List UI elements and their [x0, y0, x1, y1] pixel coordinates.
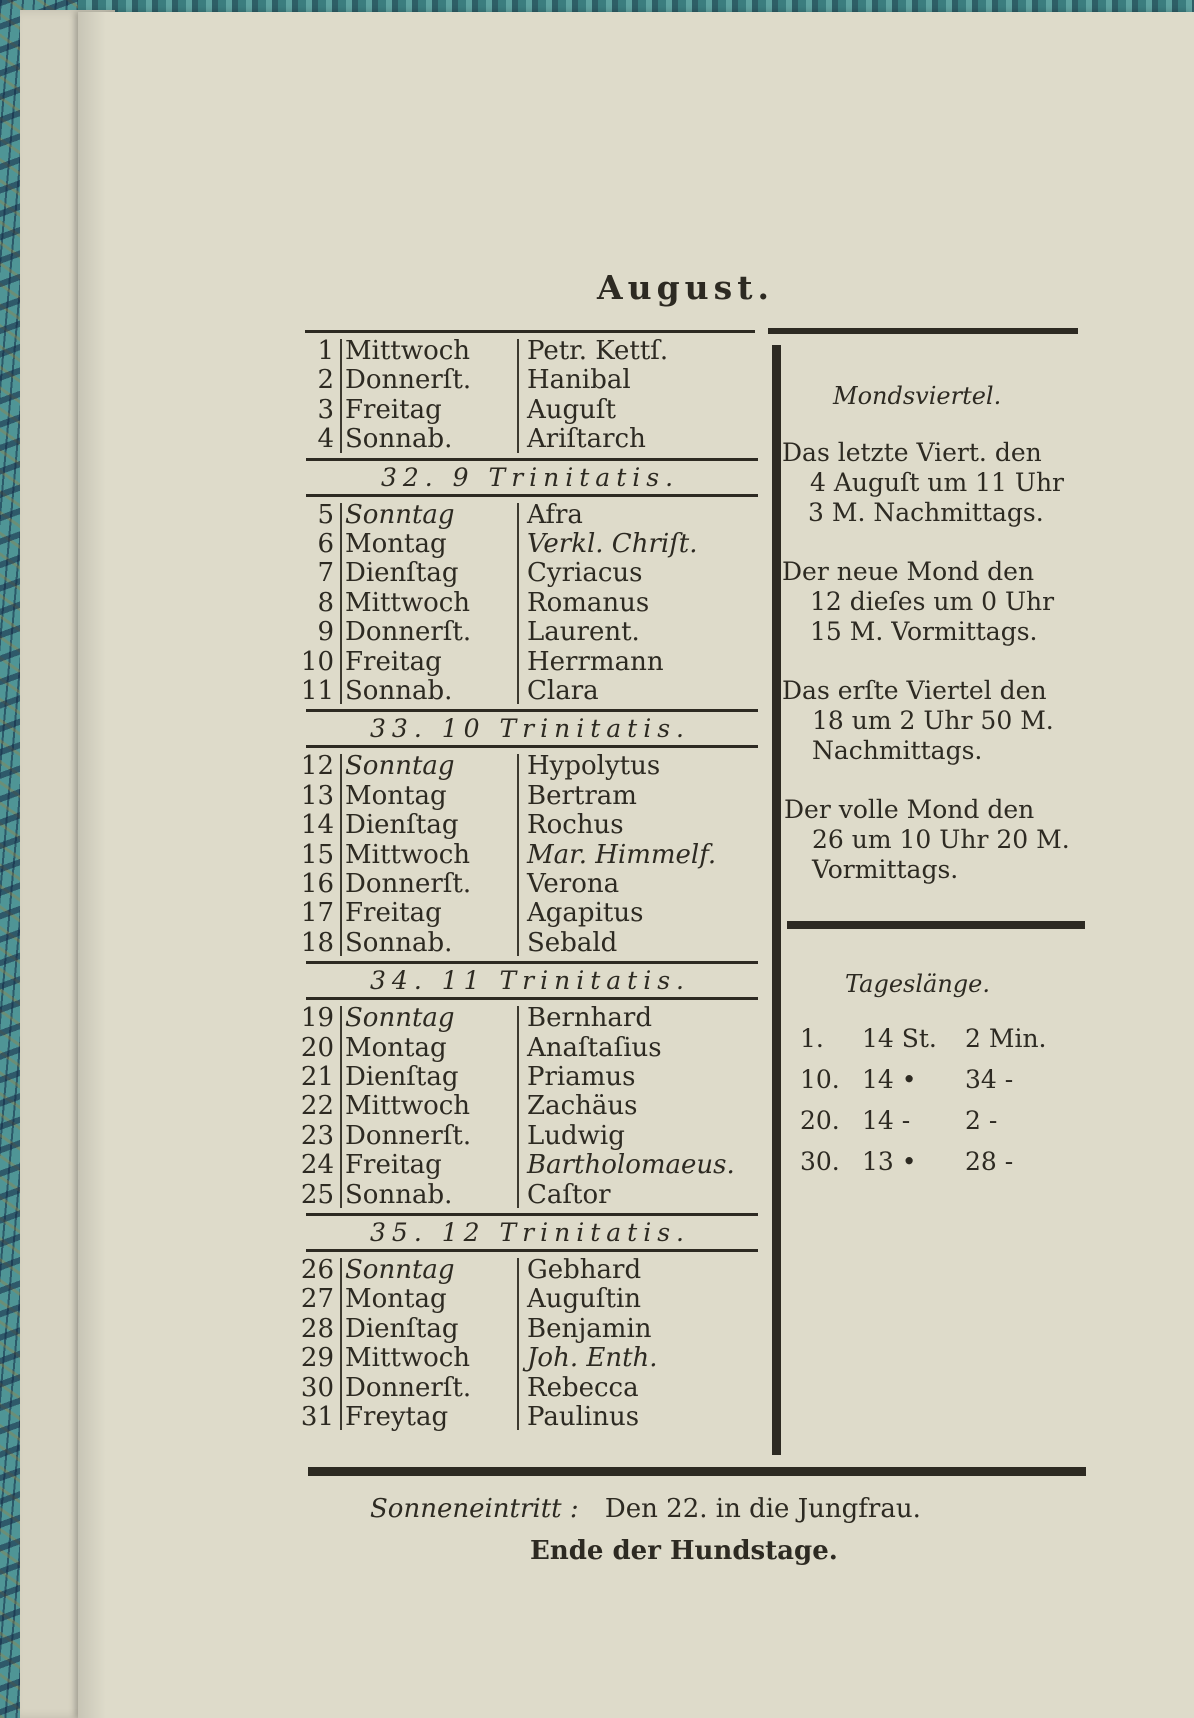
weekday: Freitag	[345, 394, 442, 425]
weekday: Montag	[345, 780, 447, 811]
moon-phase-line: Nachmittags.	[812, 736, 983, 765]
day-divider	[340, 339, 342, 453]
day-divider	[340, 1006, 342, 1208]
saint-name: Agapitus	[527, 898, 644, 929]
weekday-divider	[517, 1258, 519, 1430]
moon-rule	[787, 921, 1085, 929]
saint-name: Benjamin	[527, 1313, 652, 1344]
moon-phase-line: 26 um 10 Uhr 20 M.	[812, 825, 1070, 854]
saint-name: Rochus	[527, 810, 624, 841]
weekday: Sonntag	[345, 1003, 455, 1034]
day-number: 6	[317, 529, 334, 559]
saint-name: Anaſtaſius	[527, 1032, 662, 1063]
day-number: 25	[300, 1179, 334, 1210]
sun-entry-text: Den 22. in die Jungfrau.	[604, 1494, 921, 1524]
day-number: 15	[300, 839, 334, 870]
weekday: Mittwoch	[345, 587, 471, 618]
weekday: Dienſtag	[345, 1313, 459, 1344]
day-length-cell: 20.	[800, 1106, 840, 1135]
day-number: 1	[317, 336, 334, 366]
week-rule	[306, 494, 758, 497]
week-rule	[306, 961, 758, 964]
moon-phase-line: Das letzte Viert. den	[782, 438, 1042, 467]
week-rule	[306, 458, 758, 461]
weekday: Sonnab.	[345, 927, 453, 958]
day-number: 5	[317, 499, 334, 530]
day-divider	[340, 1258, 342, 1430]
saint-name: Verkl. Chriſt.	[527, 529, 698, 559]
weekday: Sonnab.	[345, 676, 453, 706]
weekday: Dienſtag	[345, 810, 459, 841]
weekday: Mittwoch	[345, 1091, 471, 1122]
weekday: Donnerſt.	[345, 365, 472, 396]
weekday: Sonntag	[345, 751, 455, 782]
moon-phase-line: 4 Auguſt um 11 Uhr	[810, 468, 1064, 497]
weekday-divider	[517, 1006, 519, 1208]
day-length-cell: 13 •	[862, 1147, 917, 1176]
saint-name: Zachäus	[527, 1091, 638, 1122]
moon-phase-line: 3 M. Nachmittags.	[808, 498, 1044, 527]
moon-phase-line: Der volle Mond den	[784, 795, 1035, 824]
day-number: 27	[300, 1284, 334, 1315]
day-length-cell: 28 -	[965, 1147, 1014, 1176]
saint-name: Ludwig	[527, 1120, 625, 1151]
day-number: 14	[300, 810, 334, 841]
weekday: Montag	[345, 1032, 447, 1063]
moon-phase-line: 18 um 2 Uhr 50 M.	[812, 706, 1054, 735]
saint-name: Romanus	[527, 587, 650, 618]
moon-phase-line: 15 M. Vormittags.	[810, 617, 1038, 646]
weekday: Dienſtag	[345, 1062, 459, 1092]
weekday-divider	[517, 754, 519, 956]
saint-name: Ariſtarch	[527, 424, 646, 455]
saint-name: Auguſt	[527, 394, 616, 425]
week-label: 32. 9 Trinitatis.	[380, 462, 680, 492]
week-label: 33. 10 Trinitatis.	[370, 714, 690, 744]
day-number: 7	[317, 558, 334, 589]
day-number: 17	[300, 898, 334, 929]
day-length-cell: 1.	[800, 1024, 824, 1053]
day-length-cell: 14 -	[862, 1106, 911, 1135]
day-number: 30	[300, 1372, 334, 1403]
day-divider	[340, 503, 342, 705]
weekday: Freytag	[345, 1402, 449, 1432]
weekday: Donnerſt.	[345, 1120, 472, 1151]
saint-name: Rebecca	[527, 1372, 639, 1403]
saint-name: Petr. Kettſ.	[527, 336, 669, 366]
week-rule	[306, 709, 758, 712]
day-length-cell: 2 -	[965, 1106, 998, 1135]
month-title: August.	[597, 268, 774, 307]
day-number: 31	[300, 1402, 334, 1432]
day-number: 29	[300, 1343, 334, 1374]
moon-phases-heading: Mondsviertel.	[833, 382, 1002, 410]
day-number: 4	[317, 424, 334, 455]
weekday-divider	[517, 339, 519, 453]
day-number: 16	[300, 869, 334, 899]
weekday-divider	[517, 503, 519, 705]
weekday: Donnerſt.	[345, 617, 472, 648]
sun-entry	[370, 1494, 921, 1524]
week-label: 34. 11 Trinitatis.	[370, 966, 690, 996]
day-number: 3	[317, 394, 334, 425]
weekday: Sonnab.	[345, 1179, 453, 1210]
moon-phase-line: Das erſte Viertel den	[782, 676, 1047, 705]
right-column-divider	[772, 345, 781, 1455]
saint-name: Bernhard	[527, 1003, 652, 1034]
weekday: Mittwoch	[345, 1343, 471, 1374]
day-length-cell: 14 St.	[862, 1024, 937, 1053]
moon-phase-line: Der neue Mond den	[782, 557, 1035, 586]
week-rule	[306, 745, 758, 748]
weekday: Donnerſt.	[345, 1372, 472, 1403]
day-length-cell: 30.	[800, 1147, 840, 1176]
day-number: 26	[300, 1255, 334, 1285]
moon-phase-line: Vormittags.	[812, 855, 959, 884]
dog-days-end: Ende der Hundstage.	[530, 1536, 838, 1566]
weekday: Freitag	[345, 898, 442, 929]
week-rule	[306, 1249, 758, 1252]
weekday: Montag	[345, 529, 447, 559]
day-number: 20	[300, 1032, 334, 1063]
day-number: 13	[300, 780, 334, 811]
day-number: 28	[300, 1313, 334, 1344]
day-length-cell: 2 Min.	[965, 1024, 1047, 1053]
week-label: 35. 12 Trinitatis.	[370, 1218, 690, 1247]
saint-name: Joh. Enth.	[527, 1343, 658, 1374]
day-number: 8	[317, 587, 334, 618]
weekday: Donnerſt.	[345, 869, 472, 899]
weekday: Montag	[345, 1284, 447, 1315]
saint-name: Priamus	[527, 1062, 636, 1092]
day-number: 21	[300, 1062, 334, 1092]
day-divider	[340, 754, 342, 956]
top-rule-right	[768, 328, 1078, 334]
cover-edge	[78, 0, 1194, 12]
bottom-rule	[308, 1467, 1086, 1476]
saint-name: Caſtor	[527, 1179, 611, 1210]
weekday: Mittwoch	[345, 839, 471, 870]
day-number: 24	[300, 1150, 334, 1181]
day-number: 18	[300, 927, 334, 958]
saint-name: Afra	[527, 499, 583, 530]
saint-name: Gebhard	[527, 1255, 642, 1285]
saint-name: Verona	[527, 869, 620, 899]
day-length-cell: 34 -	[965, 1065, 1014, 1094]
saint-name: Herrmann	[527, 646, 664, 677]
day-number: 12	[300, 751, 334, 782]
saint-name: Mar. Himmelf.	[527, 839, 717, 870]
weekday: Dienſtag	[345, 558, 459, 589]
saint-name: Hanibal	[527, 365, 631, 396]
saint-name: Bartholomaeus.	[527, 1150, 735, 1181]
day-length-heading: Tageslänge.	[845, 970, 990, 998]
moon-phase-line: 12 dieſes um 0 Uhr	[810, 587, 1055, 616]
day-number: 19	[300, 1003, 334, 1034]
saint-name: Laurent.	[527, 617, 640, 648]
weekday: Mittwoch	[345, 336, 471, 366]
day-length-cell: 14 •	[862, 1065, 917, 1094]
saint-name: Sebald	[527, 927, 618, 958]
saint-name: Clara	[527, 676, 599, 706]
day-length-cell: 10.	[800, 1065, 840, 1094]
weekday: Freitag	[345, 646, 442, 677]
day-number: 23	[300, 1120, 334, 1151]
day-number: 11	[300, 676, 334, 706]
sun-entry-label: Sonneneintritt :	[370, 1494, 579, 1524]
saint-name: Bertram	[527, 780, 637, 811]
weekday: Sonnab.	[345, 424, 453, 455]
saint-name: Paulinus	[527, 1402, 640, 1432]
day-number: 22	[300, 1091, 334, 1122]
day-number: 10	[300, 646, 334, 677]
weekday: Sonntag	[345, 1255, 455, 1285]
saint-name: Cyriacus	[527, 558, 643, 589]
saint-name: Auguſtin	[527, 1284, 642, 1315]
day-number: 9	[317, 617, 334, 648]
weekday: Freitag	[345, 1150, 442, 1181]
weekday: Sonntag	[345, 499, 455, 530]
week-rule	[306, 1213, 758, 1216]
saint-name: Hypolytus	[527, 751, 661, 782]
day-number: 2	[317, 365, 334, 396]
top-rule-left	[305, 330, 755, 333]
week-rule	[306, 997, 758, 1000]
